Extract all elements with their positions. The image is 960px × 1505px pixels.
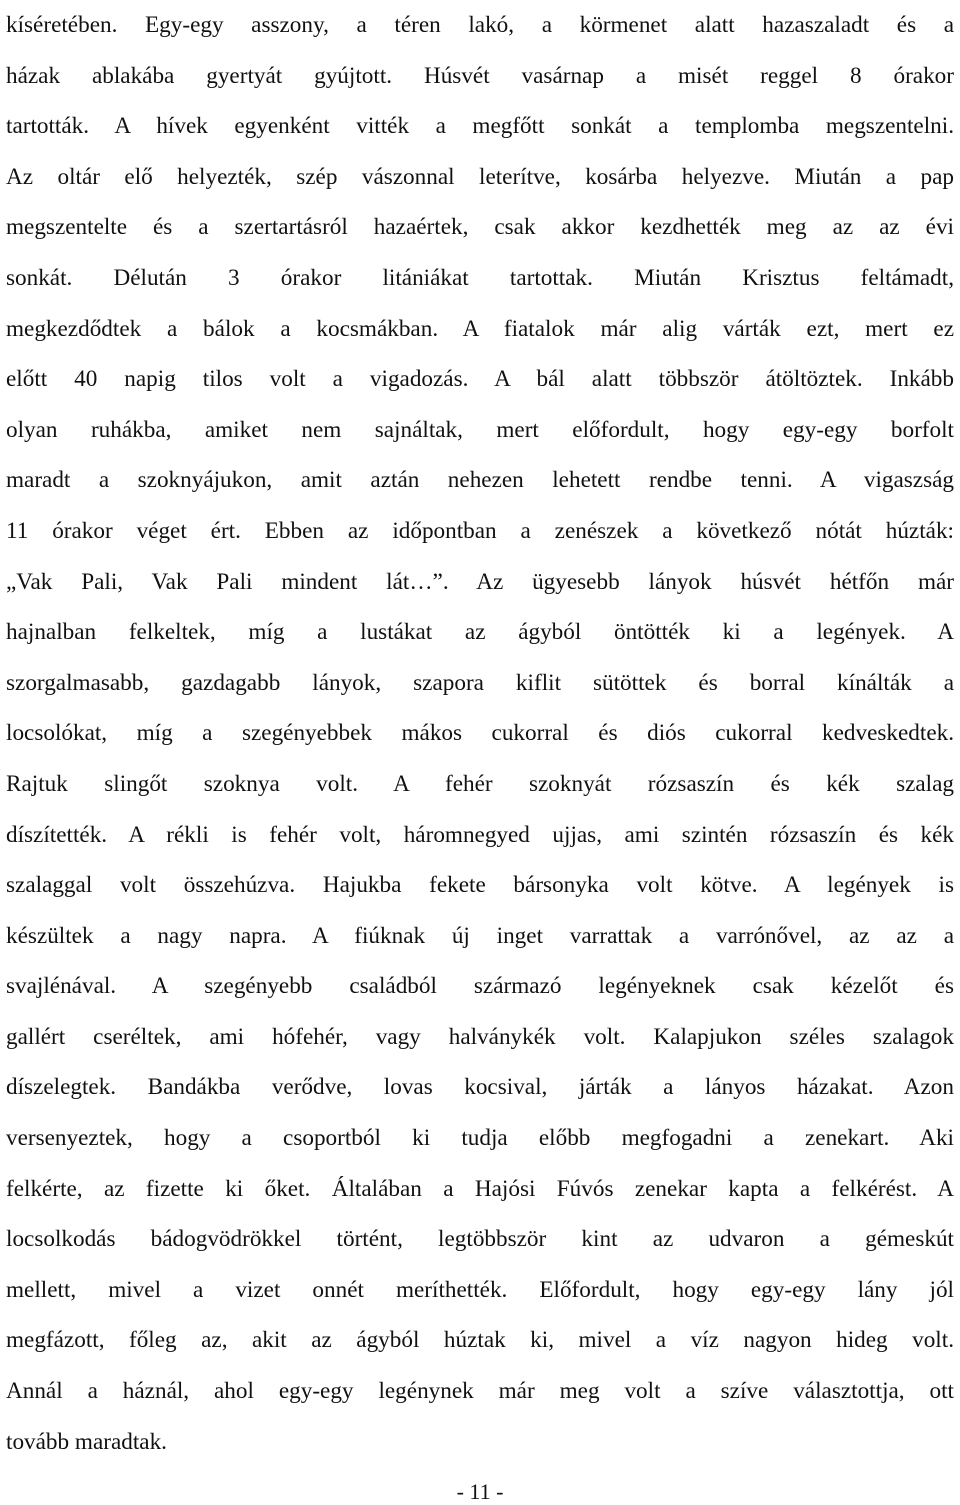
text-line: mellett, mivel a vizet onnét meríthették. Előfordult, hogy egy-egy lány jól [6,1276,954,1303]
text-line: „Vak Pali, Vak Pali mindent lát…”. Az ügyesebb lányok húsvét hétfőn már [6,568,954,595]
text-line: díszítették. A rékli is fehér volt, háromnegyed ujjas, ami szintén rózsaszín és kék [6,821,954,848]
text-line: Annál a háznál, ahol egy-egy legénynek már meg volt a szíve választottja, ott [6,1378,954,1405]
text-line: szalaggal volt összehúzva. Hajukba fekete bársonyka volt kötve. A legények is [6,872,954,899]
text-line: felkérte, az fizette ki őket. Általában a Hajósi Fúvós zenekar kapta a felkérést. A [6,1175,954,1202]
text-line: megszentelte és a szertartásról hazaértek, csak akkor kezdhették meg az az évi [6,214,954,241]
text-line: maradt a szoknyájukon, amit aztán nehezen lehetett rendbe tenni. A vigaszság [6,467,954,494]
text-line: versenyeztek, hogy a csoportból ki tudja előbb megfogadni a zenekart. Aki [6,1125,954,1152]
text-line: megkezdődtek a bálok a kocsmákban. A fiatalok már alig várták ezt, mert ez [6,315,954,342]
text-line: megfázott, főleg az, akit az ágyból húztak ki, mivel a víz nagyon hideg volt. [6,1327,954,1354]
text-line: olyan ruhákba, amiket nem sajnáltak, mert előfordult, hogy egy-egy borfolt [6,416,954,443]
text-line: Rajtuk slingőt szoknya volt. A fehér szoknyát rózsaszín és kék szalag [6,770,954,797]
text-line: hajnalban felkeltek, míg a lustákat az ágyból öntötték ki a legények. A [6,619,954,646]
text-line: locsolkodás bádogvödrökkel történt, legtöbbször kint az udvaron a gémeskút [6,1226,954,1253]
text-line: házak ablakába gyertyát gyújtott. Húsvét vasárnap a misét reggel 8 órakor [6,62,954,89]
text-line: készültek a nagy napra. A fiúknak új inget varrattak a varrónővel, az az a [6,922,954,949]
document-body [6,0,954,1467]
text-line: 11 órakor véget ért. Ebben az időpontban a zenészek a következő nótát húzták: [6,517,954,544]
text-line: gallért cseréltek, ami hófehér, vagy halványkék volt. Kalapjukon széles szalagok [6,1023,954,1050]
text-line: svajlénával. A szegényebb családból származó legényeknek csak kézelőt és [6,973,954,1000]
text-line: előtt 40 napig tilos volt a vigadozás. A bál alatt többször átöltöztek. Inkább [6,366,954,393]
text-line: szorgalmasabb, gazdagabb lányok, szapora kiflit sütöttek és borral kínálták a [6,669,954,696]
text-line: locsolókat, míg a szegényebbek mákos cukorral és diós cukorral kedveskedtek. [6,720,954,747]
text-line: kíséretében. Egy-egy asszony, a téren lakó, a körmenet alatt hazaszaladt és a [6,12,954,38]
text-line: sonkát. Délután 3 órakor litániákat tartottak. Miután Krisztus feltámadt, [6,264,954,291]
text-line-last: tovább maradtak. [6,1428,167,1455]
text-line: díszelegtek. Bandákba verődve, lovas kocsival, járták a lányos házakat. Azon [6,1074,954,1101]
text-line: Az oltár elő helyezték, szép vászonnal leterítve, kosárba helyezve. Miután a pap [6,163,954,190]
page-number: - 11 - [456,1479,504,1504]
text-line: tartották. A hívek egyenként vitték a megfőtt sonkát a templomba megszentelni. [6,113,954,140]
